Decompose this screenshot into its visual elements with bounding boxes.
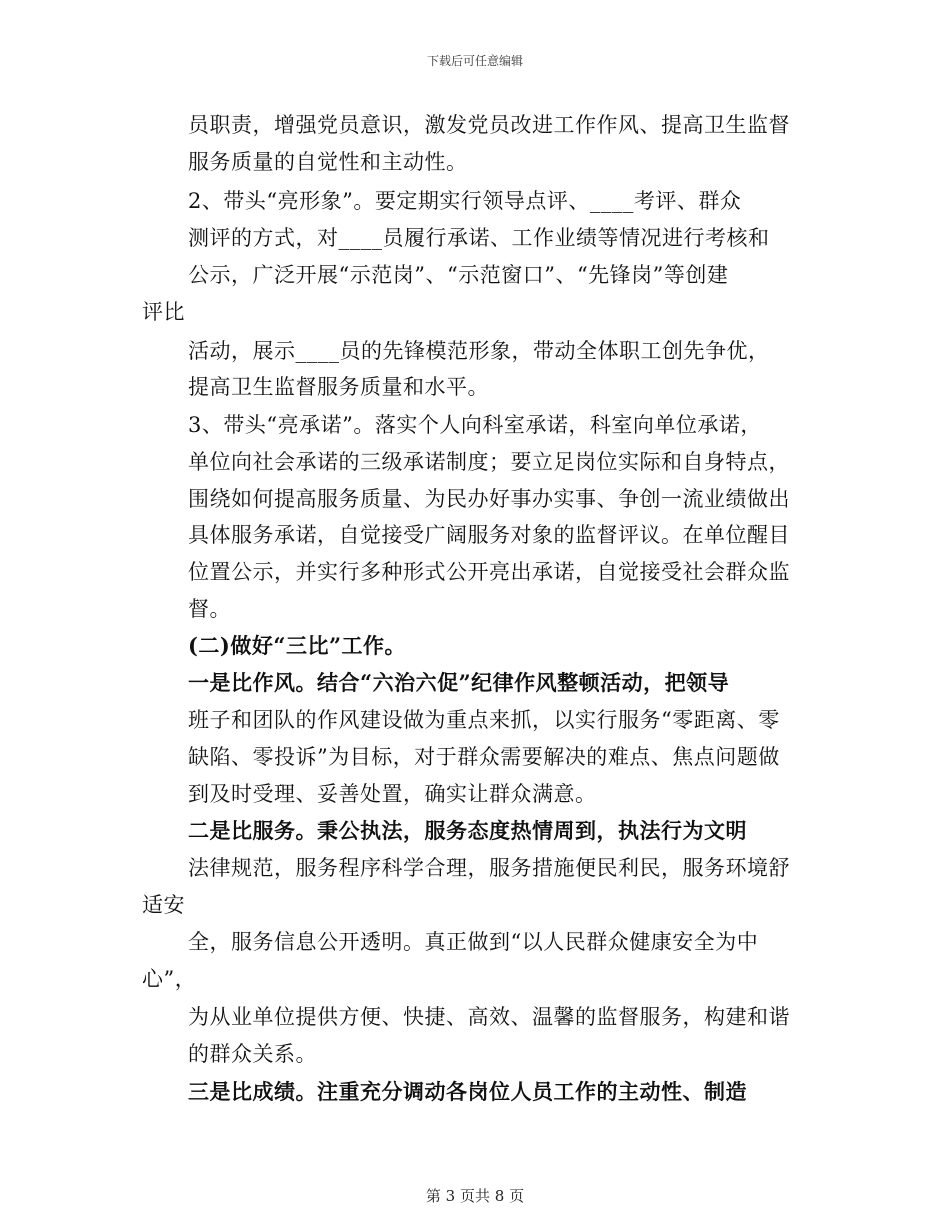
text-line: 班子和团队的作风建设做为重点来抓，以实行服务“零距离、零 [188,708,780,732]
text-line: 适安 [142,893,185,917]
text-line: 位置公示，并实行多种形式公开亮出承诺，自觉接受社会群众监 [188,560,790,584]
text-line: 测评的方式，对____员履行承诺、工作业绩等情况进行考核和 [188,226,770,250]
text-line: 的群众关系。 [188,1042,317,1066]
text-line: 2、带头“亮形象”。要定期实行领导点评、____考评、群众 [188,189,742,213]
text-line: 缺陷、零投诉”为目标，对于群众需要解决的难点、焦点问题做 [188,745,780,769]
item-heading: 三是比成绩。注重充分调动各岗位人员工作的主动性、制造 [188,1079,747,1104]
page-footer: 第 3 页共 8 页 [425,1187,525,1205]
text-line: 服务质量的自觉性和主动性。 [188,150,468,174]
item-heading: 二是比服务。秉公执法，服务态度热情周到，执法行为文明 [188,818,747,843]
text-line: 为从业单位提供方便、快捷、高效、温馨的监督服务，构建和谐 [188,1005,790,1029]
text-line: 单位向社会承诺的三级承诺制度；要立足岗位实际和自身特点， [188,450,790,474]
text-line: 3、带头“亮承诺”。落实个人向科室承诺，科室向单位承诺， [188,413,762,437]
text-line: 公示，广泛开展“示范岗”、“示范窗口”、“先锋岗”等创建 [188,263,729,287]
text-line: 法律规范，服务程序科学合理，服务措施便民利民，服务环境舒 [188,856,790,880]
item-heading: 一是比作风。结合“六治六促”纪律作风整顿活动，把领导 [188,670,730,695]
text-line: 到及时受理、妥善处置，确实让群众满意。 [188,782,597,806]
text-line: 全，服务信息公开透明。真正做到“以人民群众健康安全为中 [188,930,759,954]
text-line: 活动，展示____员的先锋模范形象，带动全体职工创先争优， [188,339,770,363]
text-line: 具体服务承诺，自觉接受广阔服务对象的监督评议。在单位醒目 [188,523,790,547]
text-line: 员职责，增强党员意识，激发党员改进工作作风、提高卫生监督 [188,113,790,137]
text-line: 提高卫生监督服务质量和水平。 [188,375,489,399]
section-heading: (二)做好“三比”工作。 [188,633,407,658]
text-line: 心”， [142,967,197,991]
page-header: 下载后可任意编辑 [426,54,523,68]
text-line: 评比 [142,300,185,324]
text-line: 督。 [188,597,231,621]
text-line: 围绕如何提高服务质量、为民办好事办实事、争创一流业绩做出 [188,487,790,511]
